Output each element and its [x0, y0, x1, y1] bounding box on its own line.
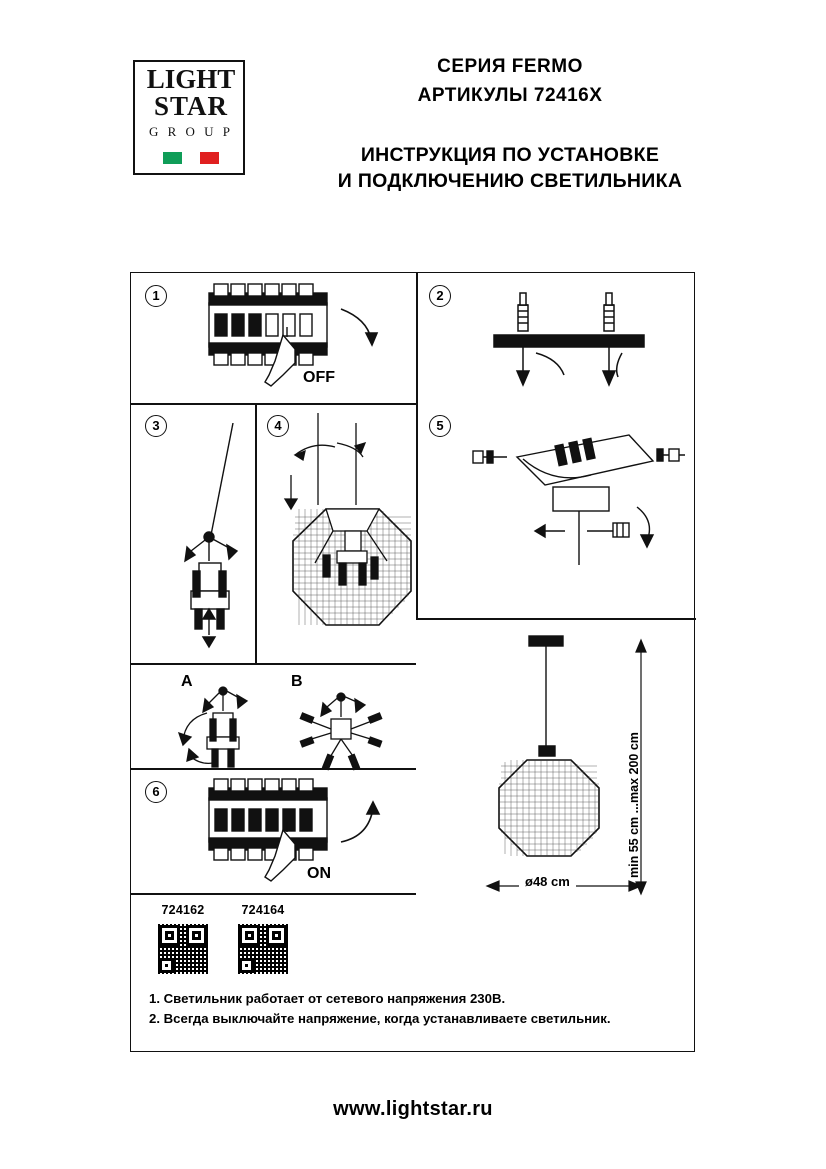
instruction-panel: [130, 272, 695, 1052]
logo-line-2: STAR: [153, 91, 229, 121]
divider-horizontal-row1: [131, 403, 416, 405]
note-2: 2. Всегда выключайте напряжение, когда устанавливаете светильник.: [149, 1011, 611, 1026]
variant-b-label: B: [291, 673, 303, 690]
variant-b: [281, 673, 391, 775]
step-number-6: 6: [145, 781, 167, 803]
instruction-line-1: ИНСТРУКЦИЯ ПО УСТАНОВКЕ: [360, 144, 660, 166]
height-dimension-label: min 55 cm ...max 200 cm: [627, 732, 641, 878]
logo-line-1: LIGHT: [146, 64, 236, 94]
step-1-illustration: [191, 283, 411, 398]
instruction-title: [255, 142, 765, 194]
step-number-1: 1: [145, 285, 167, 307]
article-code-1-label: 724162: [161, 903, 205, 917]
logo-wordmark: [135, 66, 247, 120]
divider-horizontal-row4: [131, 893, 416, 895]
document-header: [0, 52, 826, 202]
article-code-1: [151, 903, 215, 975]
article-title: АРТИКУЛЫ 72416X: [417, 85, 603, 106]
qr-code-icon: [237, 923, 289, 975]
series-title: СЕРИЯ FERMO: [437, 56, 583, 77]
brand-logo: [133, 60, 245, 175]
variant-a-label: A: [181, 673, 193, 690]
logo-group-text: G R O U P: [148, 124, 234, 139]
product-dimension-drawing: [431, 628, 691, 928]
step-number-3: 3: [145, 415, 167, 437]
italian-flag-icon: [163, 152, 219, 164]
note-1: 1. Светильник работает от сетевого напряжения 230В.: [149, 991, 506, 1006]
step-number-4: 4: [267, 415, 289, 437]
diameter-dimension-label: ø48 cm: [519, 874, 576, 889]
step-6-label: ON: [307, 865, 331, 882]
step-2-illustration: [476, 287, 676, 402]
step-number-2: 2: [429, 285, 451, 307]
step-4-illustration: [271, 413, 421, 661]
website-footer: www.lightstar.ru: [333, 1098, 493, 1120]
step-5-illustration: [461, 415, 691, 605]
step-6-illustration: [191, 778, 411, 893]
divider-horizontal-row2: [131, 663, 416, 665]
divider-horizontal-row1b: [416, 618, 696, 620]
step-number-5: 5: [429, 415, 451, 437]
notes-block: [149, 989, 611, 1029]
qr-code-icon: [157, 923, 209, 975]
step-3-illustration: [161, 423, 261, 653]
article-code-2-label: 724164: [241, 903, 285, 917]
article-code-2: [231, 903, 295, 975]
variant-a: [169, 673, 269, 775]
instruction-line-2: И ПОДКЛЮЧЕНИЮ СВЕТИЛЬНИКА: [337, 170, 683, 192]
step-1-label: OFF: [303, 369, 335, 386]
